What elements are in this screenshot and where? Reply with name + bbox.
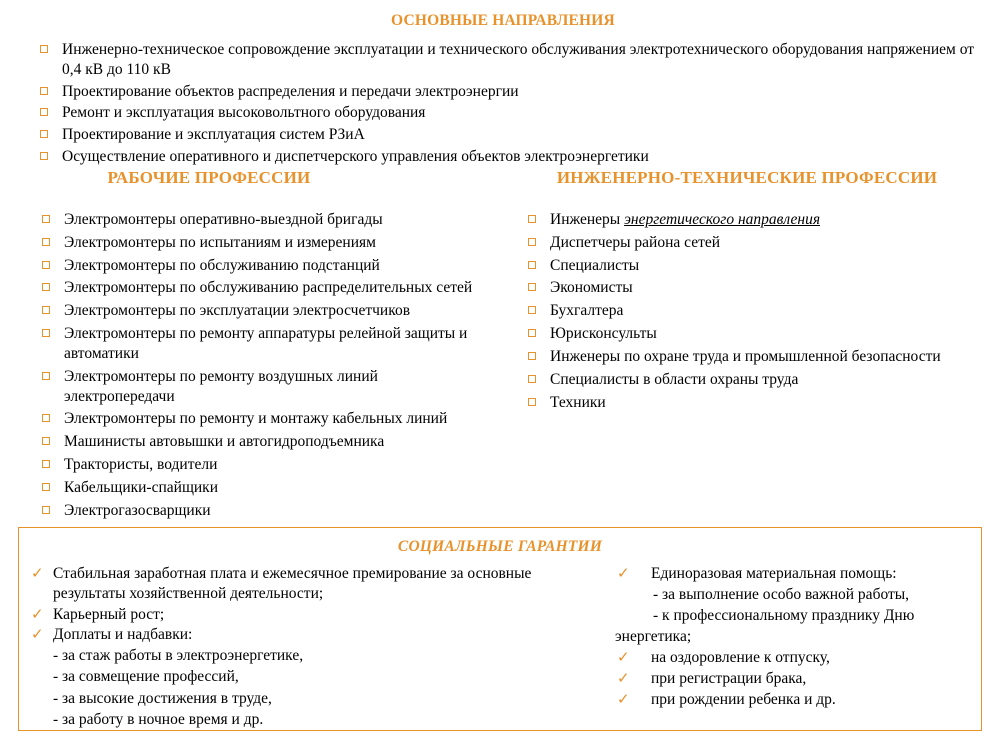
square-bullet-icon xyxy=(42,215,50,223)
worker-professions-list xyxy=(6,210,492,521)
square-bullet-icon xyxy=(42,261,50,269)
list-item-emphasis: энергетического направления xyxy=(624,211,821,228)
list-item xyxy=(611,690,979,710)
list-item-text: Электромонтеры по испытаниям и измерениям xyxy=(64,233,376,251)
list-item-text: Проектирование объектов распределения и передачи электроэнергии xyxy=(62,82,519,100)
checkmark-icon: ✓ xyxy=(31,564,44,582)
square-bullet-icon xyxy=(42,414,50,422)
square-bullet-icon xyxy=(42,283,50,291)
checkmark-icon: ✓ xyxy=(31,625,44,644)
list-item-text: на оздоровление к отпуску, xyxy=(651,649,830,667)
list-item xyxy=(522,370,1002,390)
list-item-text: Электромонтеры по обслуживанию распределительных сетей xyxy=(64,279,473,297)
worker-professions-title: РАБОЧИЕ ПРОФЕССИИ xyxy=(107,168,311,187)
checkmark-icon: ✓ xyxy=(617,669,630,688)
checkmark-icon: ✓ xyxy=(617,689,630,708)
list-item xyxy=(522,256,1002,276)
list-item xyxy=(30,40,976,80)
list-item-text: Юрисконсульты xyxy=(550,325,657,343)
social-right-subitem: - к профессиональному празднику Дню xyxy=(653,606,915,624)
list-item-text: Кабельщики-спайщики xyxy=(64,478,219,496)
list-item-text: Электромонтеры по обслуживанию подстанций xyxy=(64,256,380,274)
square-bullet-icon xyxy=(42,372,50,380)
square-bullet-icon xyxy=(40,45,48,53)
list-item-text: Трактористы, водители xyxy=(64,456,218,474)
list-item-text: Электромонтеры по ремонту аппаратуры релейной защиты и автоматики xyxy=(64,325,468,362)
list-item-text: Стабильная заработная плата и ежемесячное премирование за основные результаты хозяйственной деятельности; xyxy=(53,565,532,602)
square-bullet-icon xyxy=(42,483,50,491)
square-bullet-icon xyxy=(528,283,536,291)
square-bullet-icon xyxy=(528,352,536,360)
square-bullet-icon xyxy=(528,398,536,406)
engineering-professions-section xyxy=(492,168,1002,524)
list-item-text: Единоразовая материальная помощь: xyxy=(651,565,897,582)
square-bullet-icon xyxy=(528,329,536,337)
list-item xyxy=(611,669,979,689)
list-item-text: Ремонт и эксплуатация высоковольтного оборудования xyxy=(62,104,426,122)
list-item xyxy=(30,125,976,145)
list-item-text: Специалисты xyxy=(550,256,640,274)
list-item-text: Электрогазосварщики xyxy=(64,501,211,519)
social-guarantees-columns xyxy=(19,564,981,731)
list-item xyxy=(522,278,1002,298)
list-item-text: Электромонтеры по ремонту воздушных линий электропередачи xyxy=(64,367,378,405)
list-item-text: Инженерно-техническое сопровождение эксплуатации и технического обслуживания электротехнического оборудования напряжением от 0,4 кВ до 110 кВ xyxy=(62,41,975,78)
list-item-text: Инженеры по охране труда и промышленной безопасности xyxy=(550,347,941,365)
list-item xyxy=(522,347,1002,367)
square-bullet-icon xyxy=(528,261,536,269)
list-item xyxy=(36,409,492,429)
worker-professions-section xyxy=(0,168,492,524)
social-left-column xyxy=(19,564,539,731)
list-item xyxy=(36,324,492,364)
square-bullet-icon xyxy=(42,460,50,468)
list-item xyxy=(522,301,1002,321)
list-item xyxy=(36,478,492,498)
list-item xyxy=(611,564,979,584)
list-item xyxy=(36,210,492,230)
list-item xyxy=(30,82,976,102)
list-item xyxy=(27,625,539,645)
professions-columns xyxy=(0,168,1002,524)
social-left-subitem: - за высокие достижения в труде, xyxy=(53,689,272,707)
social-right-list-top xyxy=(611,564,979,584)
list-item xyxy=(611,648,979,668)
social-guarantees-section xyxy=(18,527,982,731)
list-item-text: Экономисты xyxy=(550,279,633,297)
square-bullet-icon xyxy=(42,329,50,337)
social-right-list-bottom xyxy=(611,648,979,709)
main-directions-section xyxy=(0,12,1002,169)
list-item xyxy=(30,147,976,167)
square-bullet-icon xyxy=(42,306,50,314)
social-right-subitem: энергетика; xyxy=(615,628,692,646)
checkmark-icon: ✓ xyxy=(31,604,44,623)
social-left-list xyxy=(27,564,539,645)
square-bullet-icon xyxy=(528,375,536,383)
list-item-text: Осуществление оперативного и диспетчерского управления объектов электроэнергетики xyxy=(62,148,649,166)
square-bullet-icon xyxy=(528,306,536,314)
list-item-text: Инженеры xyxy=(550,211,625,228)
list-item-text: при регистрации брака, xyxy=(651,670,807,688)
main-directions-title: ОСНОВНЫЕ НАПРАВЛЕНИЯ xyxy=(391,12,615,29)
social-right-column xyxy=(539,564,979,731)
list-item xyxy=(36,256,492,276)
social-left-subitem: - за работу в ночное время и др. xyxy=(53,710,264,728)
square-bullet-icon xyxy=(40,87,48,95)
list-item-text: Проектирование и эксплуатация систем РЗиА xyxy=(62,126,365,144)
list-item xyxy=(522,324,1002,344)
list-item xyxy=(36,301,492,321)
list-item xyxy=(27,564,539,604)
list-item xyxy=(30,103,976,123)
engineering-professions-title: ИНЖЕНЕРНО-ТЕХНИЧЕСКИЕ ПРОФЕССИИ xyxy=(556,168,938,187)
list-item-text: Специалисты в области охраны труда xyxy=(550,370,799,388)
square-bullet-icon xyxy=(42,238,50,246)
list-item xyxy=(36,432,492,452)
main-directions-list xyxy=(30,40,976,167)
list-item xyxy=(36,455,492,475)
square-bullet-icon xyxy=(40,152,48,160)
social-left-subitem: - за стаж работы в электроэнергетике, xyxy=(53,647,304,665)
list-item-text: Электромонтеры по эксплуатации электросчетчиков xyxy=(64,302,411,320)
list-item-text: Бухгалтера xyxy=(550,302,624,320)
list-item-text: Доплаты и надбавки: xyxy=(53,626,193,644)
list-item-text: Электромонтеры оперативно-выездной бригады xyxy=(64,211,383,228)
list-item xyxy=(36,367,492,407)
square-bullet-icon xyxy=(42,506,50,514)
list-item-text: Электромонтеры по ремонту и монтажу кабельных линий xyxy=(64,410,448,428)
list-item-text: Карьерный рост; xyxy=(53,605,165,623)
engineering-professions-list xyxy=(492,210,1002,412)
list-item-text: при рождении ребенка и др. xyxy=(651,690,836,708)
list-item-text: Машинисты автовышки и автогидроподъемника xyxy=(64,433,385,451)
checkmark-icon: ✓ xyxy=(617,648,630,667)
list-item-text: Диспетчеры района сетей xyxy=(550,233,721,251)
square-bullet-icon xyxy=(40,130,48,138)
list-item xyxy=(522,233,1002,253)
list-item xyxy=(522,210,1002,230)
square-bullet-icon xyxy=(40,108,48,116)
list-item xyxy=(522,393,1002,413)
list-item xyxy=(36,233,492,253)
square-bullet-icon xyxy=(42,437,50,445)
social-left-subitem: - за совмещение профессий, xyxy=(53,668,239,686)
list-item xyxy=(36,501,492,521)
list-item-text: Техники xyxy=(550,393,606,411)
list-item xyxy=(27,605,539,625)
social-right-subitem: - за выполнение особо важной работы, xyxy=(653,585,910,603)
square-bullet-icon xyxy=(528,215,536,223)
checkmark-icon: ✓ xyxy=(617,564,630,582)
square-bullet-icon xyxy=(528,238,536,246)
social-guarantees-title: СОЦИАЛЬНЫЕ ГАРАНТИИ xyxy=(397,538,603,555)
list-item xyxy=(36,278,492,298)
